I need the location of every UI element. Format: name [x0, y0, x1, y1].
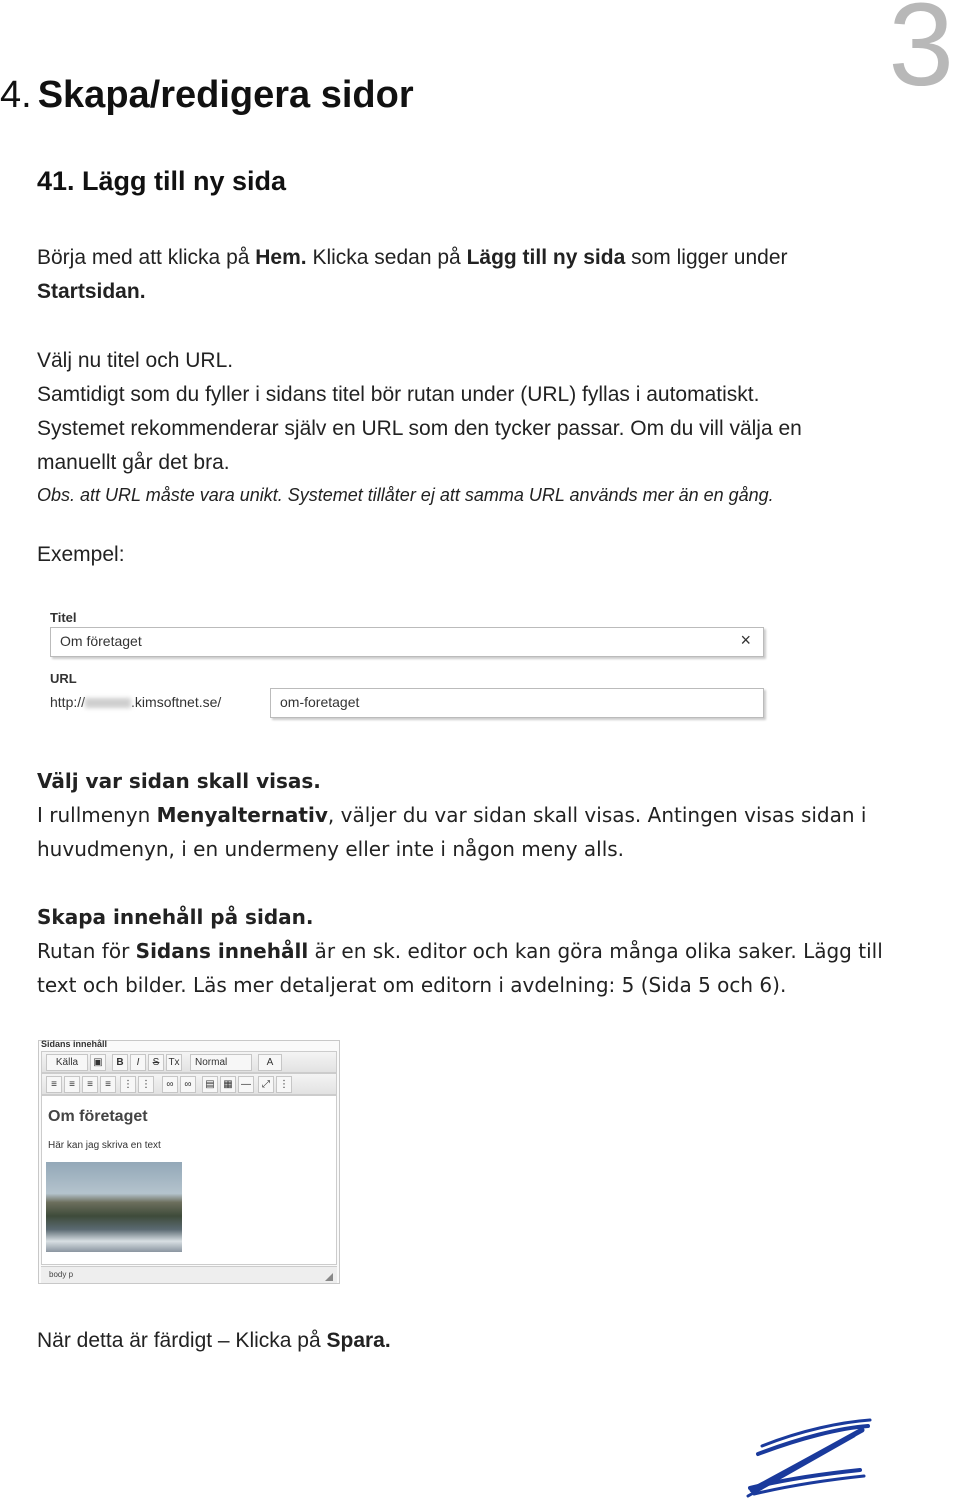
menu-text-2: , väljer du var sidan skall visas. Antingen visas sidan i — [327, 803, 867, 827]
image-icon[interactable]: ▤ — [202, 1076, 218, 1093]
intro-bold-add-page: Lägg till ny sida — [466, 246, 626, 269]
editor-label: Sidans innehåll — [41, 1039, 108, 1049]
clear-icon[interactable]: × — [740, 630, 751, 650]
menu-heading: Välj var sidan skall visas. — [37, 769, 321, 793]
content-line-1 — [37, 934, 917, 968]
url-input-value: om-foretaget — [280, 694, 360, 710]
intro-paragraph — [37, 241, 917, 309]
menu-line-2: huvudmenyn, i en undermeny eller inte i någon meny alls. — [37, 837, 625, 861]
menu-text-1: I rullmenyn — [37, 803, 157, 827]
justify-icon[interactable]: ≡ — [100, 1076, 116, 1093]
blurred-domain — [85, 698, 131, 708]
title-url-line-3: manuellt går det bra. — [37, 451, 230, 474]
intro-bold-hem: Hem. — [255, 246, 307, 269]
page-number: 3 — [888, 0, 954, 111]
chapter-number: 4. — [0, 74, 32, 116]
save-icon[interactable]: ▣ — [90, 1054, 106, 1071]
menu-bold-menyalternativ: Menyalternativ — [156, 803, 328, 827]
title-input[interactable] — [50, 627, 764, 657]
horizontal-line-icon[interactable]: ― — [238, 1076, 254, 1093]
align-right-icon[interactable]: ≡ — [82, 1076, 98, 1093]
editor-heading: Om företaget — [48, 1108, 148, 1125]
font-color-button[interactable]: A — [258, 1054, 282, 1071]
editor-toolbar-2 — [41, 1073, 337, 1095]
editor-statusbar — [41, 1266, 337, 1283]
numbered-list-icon[interactable]: ⋮ — [120, 1076, 136, 1093]
url-prefix-start: http:// — [50, 694, 86, 710]
final-text: När detta är färdigt – Klicka på — [37, 1329, 327, 1352]
title-field-label: Titel — [50, 610, 77, 625]
editor-content-area[interactable] — [41, 1095, 337, 1265]
chapter-title: Skapa/redigera sidor — [37, 74, 414, 116]
chapter-heading — [0, 74, 414, 117]
menu-section — [37, 764, 917, 866]
menu-line-1 — [37, 798, 917, 832]
maximize-icon[interactable]: ⤢ — [258, 1076, 274, 1093]
content-line-2: text och bilder. Läs mer detaljerat om editorn i avdelning: 5 (Sida 5 och 6). — [37, 973, 787, 997]
source-button[interactable]: Källa — [46, 1054, 88, 1071]
element-path: body p — [49, 1270, 74, 1279]
resize-handle-icon[interactable] — [325, 1273, 333, 1281]
table-icon[interactable]: ▦ — [220, 1076, 236, 1093]
title-url-heading: Välj nu titel och URL. — [37, 349, 234, 372]
align-center-icon[interactable]: ≡ — [64, 1076, 80, 1093]
strike-button[interactable]: S — [148, 1054, 164, 1071]
final-bold-spara: Spara. — [326, 1329, 391, 1352]
clear-format-button[interactable]: Tx — [166, 1054, 182, 1071]
url-prefix-end: .kimsoftnet.se/ — [131, 694, 222, 710]
example-label: Exempel: — [37, 543, 125, 566]
bold-button[interactable]: B — [112, 1054, 128, 1071]
content-heading: Skapa innehåll på sidan. — [37, 905, 314, 929]
section-title: 41. Lägg till ny sida — [37, 166, 287, 196]
coastal-photo — [46, 1162, 182, 1252]
editor-paragraph: Här kan jag skriva en text — [48, 1140, 161, 1151]
editor-toolbar-1 — [41, 1051, 337, 1073]
title-url-note: Obs. att URL måste vara unikt. Systemet tillåter ej att samma URL används mer än en gång. — [37, 485, 774, 505]
intro-bold-startsidan: Startsidan. — [37, 280, 146, 303]
content-bold-sidans-innehall: Sidans innehåll — [135, 939, 309, 963]
url-input[interactable] — [270, 688, 764, 718]
company-logo — [742, 1416, 874, 1498]
content-text-1: Rutan för — [37, 939, 136, 963]
unlink-icon[interactable]: ∞ — [180, 1076, 196, 1093]
url-prefix — [50, 694, 221, 710]
title-url-line-2: Systemet rekommenderar själv en URL som den tycker passar. Om du vill välja en — [37, 417, 802, 440]
intro-text-2: Klicka sedan på — [306, 246, 467, 269]
title-input-value: Om företaget — [60, 633, 142, 649]
url-field-label: URL — [50, 671, 77, 686]
intro-text-3: som ligger under — [625, 246, 788, 269]
bullet-list-icon[interactable]: ⋮ — [138, 1076, 154, 1093]
align-left-icon[interactable]: ≡ — [46, 1076, 62, 1093]
format-select[interactable]: Normal — [190, 1054, 252, 1071]
link-icon[interactable]: ∞ — [162, 1076, 178, 1093]
example-form-screenshot — [48, 608, 768, 726]
editor-screenshot — [38, 1040, 340, 1284]
content-section — [37, 900, 917, 1002]
content-text-2: är en sk. editor och kan göra många olika saker. Lägg till — [308, 939, 883, 963]
title-url-section — [37, 344, 917, 480]
title-url-line-1: Samtidigt som du fyller i sidans titel bör rutan under (URL) fyllas i automatiskt. — [37, 383, 760, 406]
intro-text-1: Börja med att klicka på — [37, 246, 256, 269]
italic-button[interactable]: I — [130, 1054, 146, 1071]
show-blocks-icon[interactable]: ⋮ — [276, 1076, 292, 1093]
final-instruction — [37, 1324, 917, 1358]
